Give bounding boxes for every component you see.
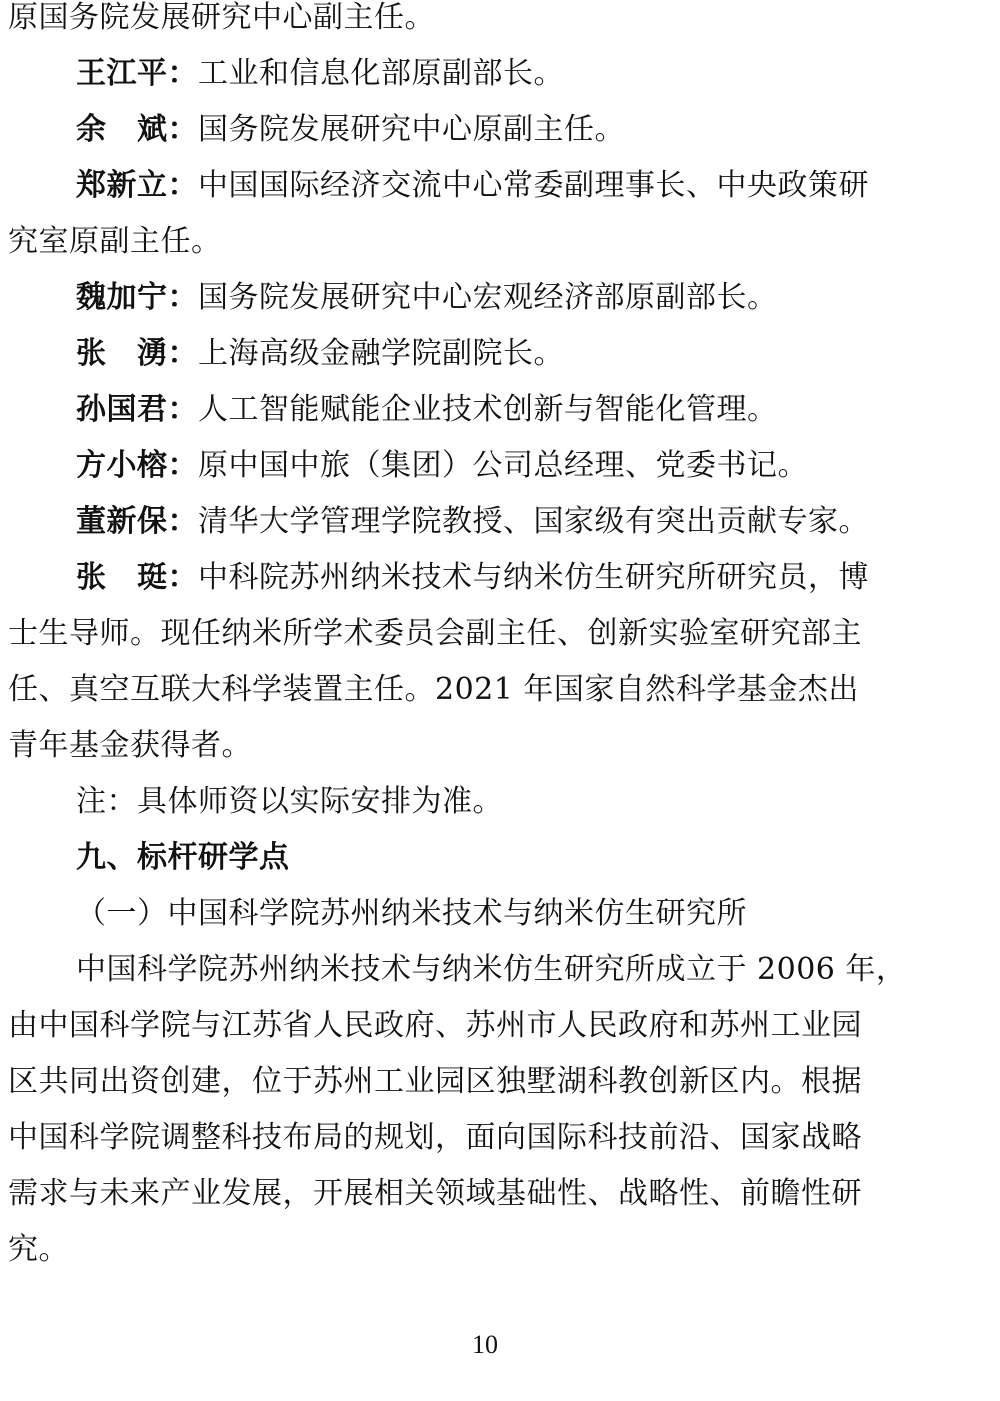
faculty-desc: 中国国际经济交流中心常委副理事长、中央政策研: [198, 168, 869, 203]
intro-tail: 原国务院发展研究中心副主任。: [8, 0, 435, 35]
faculty-desc-continuation: 青年基金获得者。: [8, 728, 252, 763]
faculty-desc: 人工智能赋能企业技术创新与智能化管理。: [198, 392, 778, 427]
faculty-name: 方小榕：: [76, 448, 198, 483]
faculty-name: 魏加宁：: [76, 280, 198, 315]
faculty-name: 董新保：: [76, 504, 198, 539]
faculty-desc: 原中国中旅（集团）公司总经理、党委书记。: [198, 448, 808, 483]
faculty-entry: [76, 438, 808, 494]
faculty-entry: [76, 102, 625, 158]
paragraph-line: 区共同出资创建，位于苏州工业园区独墅湖科教创新区内。根据: [8, 1064, 862, 1099]
paragraph-line: 中国科学院苏州纳米技术与纳米仿生研究所成立于 2006 年，: [76, 952, 907, 987]
faculty-name: 王江平：: [76, 56, 198, 91]
faculty-desc-continuation: 士生导师。现任纳米所学术委员会副主任、创新实验室研究部主: [8, 616, 862, 651]
faculty-desc-continuation: 究室原副主任。: [8, 224, 222, 259]
section-heading: 九、标杆研学点: [76, 840, 290, 875]
faculty-desc: 上海高级金融学院副院长。: [198, 336, 564, 371]
subsection-heading: （一）中国科学院苏州纳米技术与纳米仿生研究所: [76, 896, 747, 931]
faculty-entry: [76, 270, 778, 326]
paragraph-line: 中国科学院调整科技布局的规划，面向国际科技前沿、国家战略: [8, 1120, 862, 1155]
paragraph-line: 究。: [8, 1232, 69, 1267]
faculty-entry: [76, 550, 869, 606]
faculty-name: 张 珽：: [76, 560, 198, 595]
faculty-entry: [76, 494, 869, 550]
faculty-desc: 中科院苏州纳米技术与纳米仿生研究所研究员，博: [198, 560, 869, 595]
faculty-entry: [76, 382, 778, 438]
faculty-entry: [76, 326, 564, 382]
page-number: 10: [472, 1330, 498, 1359]
faculty-entry: [76, 46, 564, 102]
faculty-note: 注：具体师资以实际安排为准。: [76, 784, 503, 819]
faculty-desc: 国务院发展研究中心宏观经济部原副部长。: [198, 280, 778, 315]
faculty-desc: 工业和信息化部原副部长。: [198, 56, 564, 91]
faculty-desc: 清华大学管理学院教授、国家级有突出贡献专家。: [198, 504, 869, 539]
faculty-name: 孙国君：: [76, 392, 198, 427]
faculty-name: 余 斌：: [76, 112, 198, 147]
faculty-desc: 国务院发展研究中心原副主任。: [198, 112, 625, 147]
faculty-name: 张 湧：: [76, 336, 198, 371]
paragraph-line: 由中国科学院与江苏省人民政府、苏州市人民政府和苏州工业园: [8, 1008, 862, 1043]
faculty-name: 郑新立：: [76, 168, 198, 203]
faculty-desc-continuation: 任、真空互联大科学装置主任。2021 年国家自然科学基金杰出: [8, 672, 859, 707]
faculty-entry: [76, 158, 869, 214]
paragraph-line: 需求与未来产业发展，开展相关领域基础性、战略性、前瞻性研: [8, 1176, 862, 1211]
